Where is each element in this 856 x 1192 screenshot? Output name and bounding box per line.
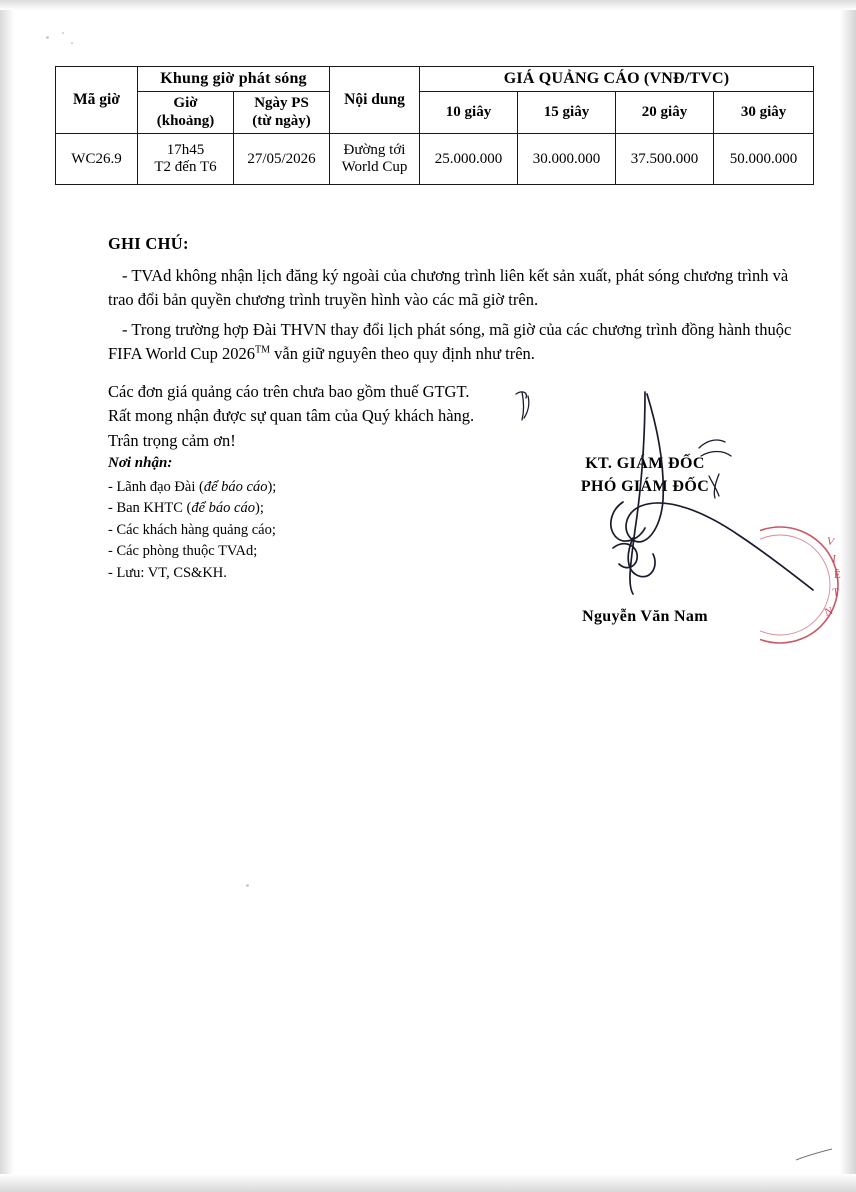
trademark-mark: TM — [255, 344, 271, 356]
recipient-tail: ); — [255, 500, 264, 517]
header-hour-main: Giờ — [173, 95, 198, 112]
recipient-note: để báo cáo — [203, 479, 268, 495]
cell-price-20s: 37.500.000 — [616, 133, 714, 185]
cell-code: WC26.9 — [56, 133, 138, 185]
corner-pen-mark — [794, 1146, 834, 1164]
recipient-text: - Các phòng thuộc TVAd; — [108, 543, 258, 560]
scan-speck — [46, 36, 49, 39]
scan-edge-bottom — [0, 1174, 856, 1192]
header-price-30s: 30 giây — [714, 92, 814, 134]
header-content: Nội dung — [330, 67, 420, 134]
cell-price-30s: 50.000.000 — [714, 133, 814, 185]
recipient-text: - Lãnh đạo Đài ( — [108, 479, 204, 495]
signatory-name: Nguyễn Văn Nam — [582, 608, 708, 625]
header-hour — [138, 92, 234, 134]
signature-title-block — [520, 452, 770, 498]
note-item-2-pre: - Trong trường hợp Đài THVN thay đổi lịch phát sóng, mã giờ của các chương trình đồng hành thuộc FIFA World Cup 2026 — [108, 319, 792, 363]
recipients-title: Nơi nhận: — [108, 455, 173, 471]
cell-hour-time: 17h45 — [166, 141, 205, 158]
recipient-tail: ); — [267, 479, 277, 495]
header-date-main: Ngày PS — [254, 95, 309, 112]
table-row — [56, 133, 814, 185]
recipient-text: - Các khách hàng quảng cáo; — [108, 521, 276, 538]
cell-content-line1: Đường tới — [343, 141, 406, 158]
list-item — [108, 541, 428, 562]
svg-text:I: I — [831, 553, 837, 566]
signature-title-line2: PHÓ GIÁM ĐỐC — [580, 478, 710, 496]
cell-hour-days: T2 đến T6 — [154, 159, 217, 176]
list-item — [108, 477, 428, 498]
scan-edge-top — [0, 0, 856, 10]
scan-edge-right — [840, 0, 856, 1192]
note-paragraph-regards: Trân trọng cảm ơn! — [108, 431, 236, 451]
header-date — [234, 92, 330, 134]
scan-speck — [62, 32, 64, 34]
recipient-text: - Lưu: VT, CS&KH. — [108, 564, 227, 581]
scan-speck — [246, 884, 249, 887]
header-hour-sub: (khoảng) — [156, 112, 215, 129]
advertising-rate-table — [55, 66, 814, 185]
note-paragraph-thanks: Rất mong nhận được sự quan tâm của Quý khách hàng. — [108, 406, 475, 426]
svg-text:N: N — [823, 604, 835, 619]
note-item-2 — [108, 318, 808, 366]
cell-content-line2: World Cup — [341, 159, 408, 176]
scan-speck — [71, 42, 73, 44]
header-price-15s: 15 giây — [518, 92, 616, 134]
cell-price-10s: 25.000.000 — [420, 133, 518, 185]
recipient-note: để báo cáo — [191, 500, 255, 517]
notes-section — [108, 234, 808, 454]
svg-text:T: T — [831, 586, 841, 599]
notes-title: GHI CHÚ: — [108, 234, 189, 253]
svg-text:Ệ: Ệ — [834, 569, 841, 581]
header-price-20s: 20 giây — [616, 92, 714, 134]
header-price-group: GIÁ QUẢNG CÁO (VNĐ/TVC) — [420, 67, 814, 92]
note-item-1: - TVAd không nhận lịch đăng ký ngoài của chương trình liên kết sản xuất, phát sóng chương trình và trao đổi bản quyền chương trình truyền hình vào các mã giờ trên. — [108, 266, 789, 309]
header-slot-group: Khung giờ phát sóng — [138, 67, 330, 92]
table-header-row-1 — [56, 67, 814, 92]
recipients-list — [108, 477, 428, 584]
header-price-10s: 10 giây — [420, 92, 518, 134]
cell-date: 27/05/2026 — [234, 133, 330, 185]
cell-hour — [138, 133, 234, 185]
cell-content — [330, 133, 420, 185]
list-item — [108, 498, 428, 519]
recipient-text: - Ban KHTC ( — [108, 500, 192, 517]
table-header-row-2 — [56, 92, 814, 134]
note-paragraph-tax: Các đơn giá quảng cáo trên chưa bao gồm thuế GTGT. — [108, 381, 470, 401]
cell-price-15s: 30.000.000 — [518, 133, 616, 185]
scan-edge-left — [0, 0, 14, 1192]
note-item-2-post: vẫn giữ nguyên theo quy định như trên. — [270, 343, 535, 363]
list-item — [108, 563, 428, 584]
list-item — [108, 520, 428, 541]
svg-text:V: V — [825, 535, 836, 549]
signature-title-line1: KT. GIÁM ĐỐC — [585, 455, 705, 472]
header-code: Mã giờ — [56, 67, 138, 134]
recipients-section — [108, 455, 428, 584]
header-date-sub: (từ ngày) — [252, 112, 311, 129]
